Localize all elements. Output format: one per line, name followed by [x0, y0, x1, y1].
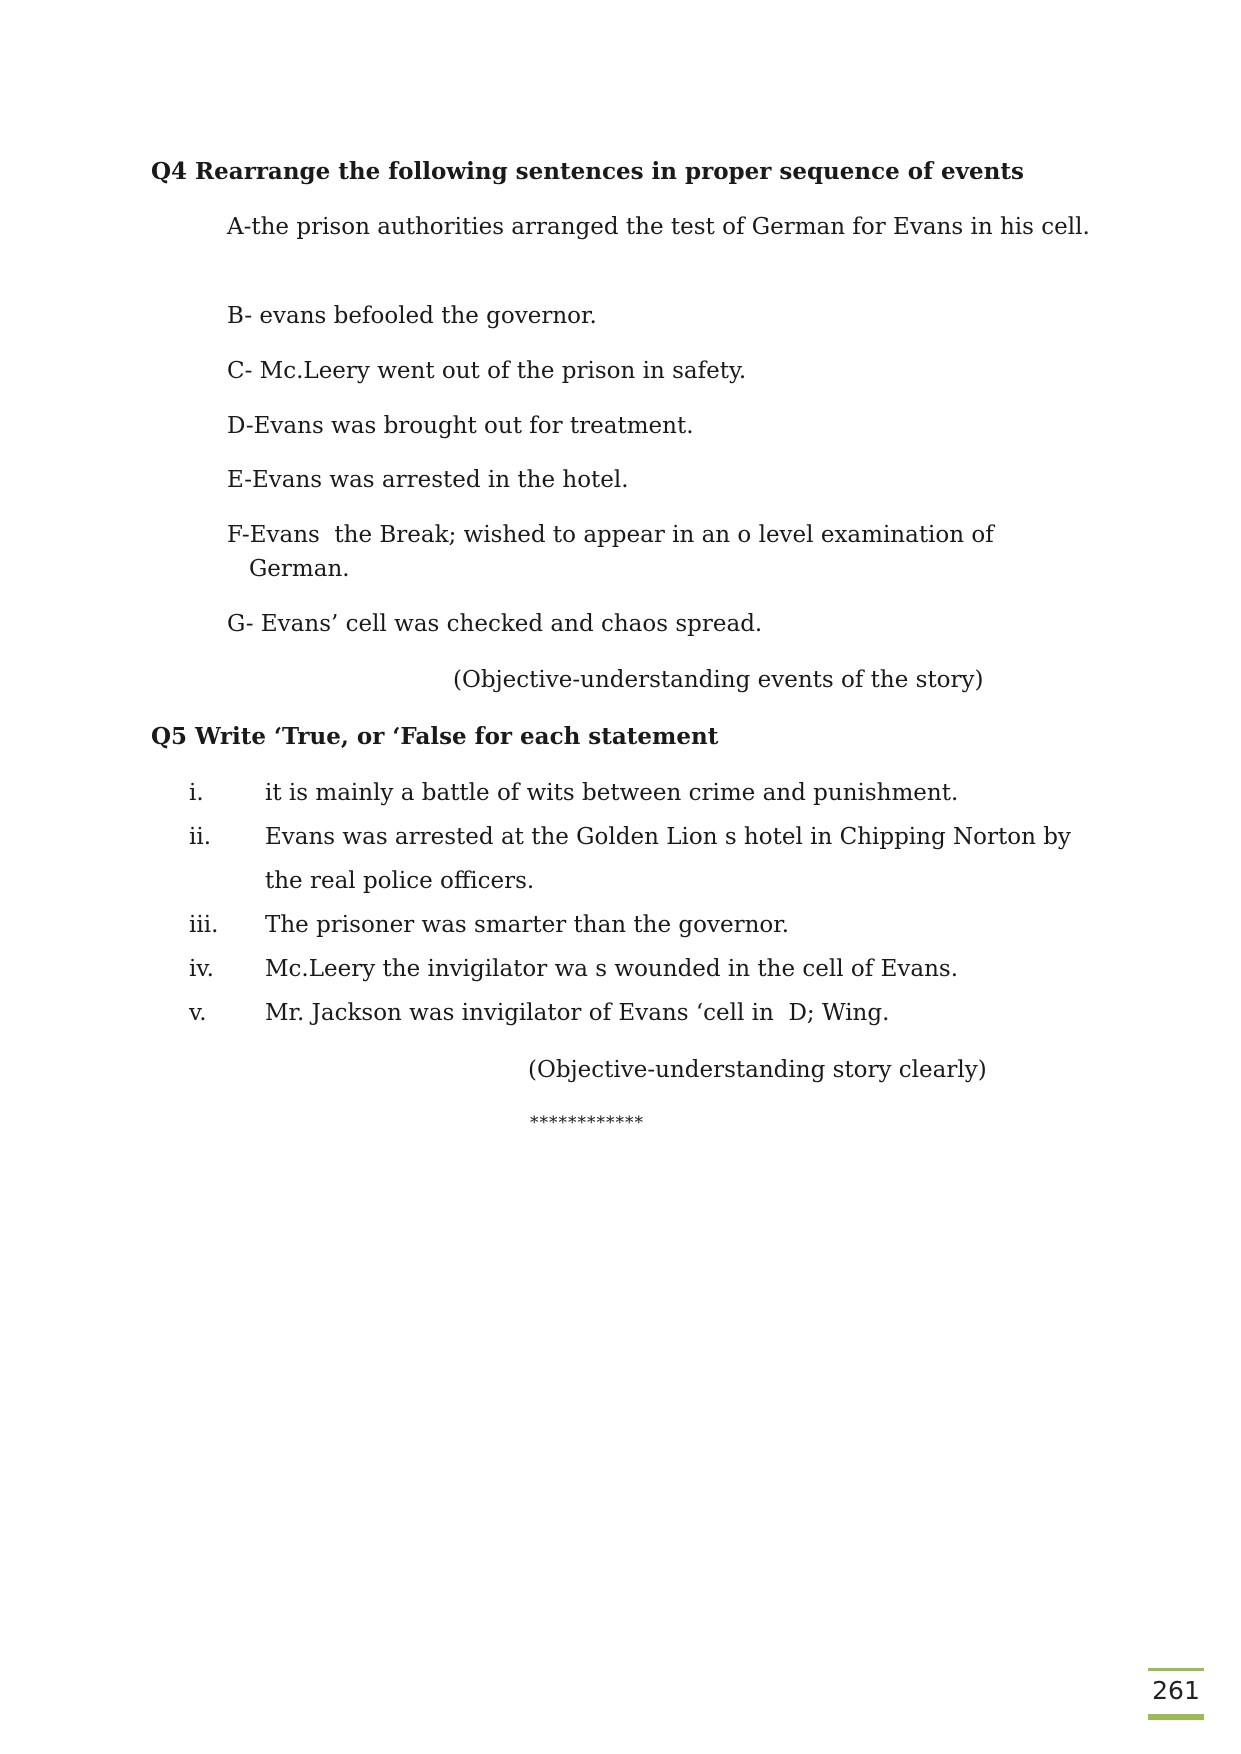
q4-item-a: A-the prison authorities arranged the test of German for Evans in his cell. [227, 214, 1090, 240]
q4-item-e: E-Evans was arrested in the hotel. [227, 467, 629, 493]
q5-statement-number: iii. [189, 912, 219, 938]
q4-item-c: C- Mc.Leery went out of the prison in safety. [227, 358, 747, 384]
q4-objective: (Objective-understanding events of the story) [453, 667, 984, 693]
q5-statement-number: v. [189, 1000, 207, 1026]
q5-statement-text: Evans was arrested at the Golden Lion s hotel in Chipping Norton by the real police officers. [265, 824, 1079, 894]
q5-statement-text: Mc.Leery the invigilator wa s wounded in the cell of Evans. [265, 956, 958, 982]
q5-statement-text: The prisoner was smarter than the governor. [265, 912, 790, 938]
page-number: 261 [1152, 1676, 1200, 1705]
q5-statement-number: i. [189, 780, 204, 806]
q4-item-d: D-Evans was brought out for treatment. [227, 413, 694, 439]
q4-title: Q4 Rearrange the following sentences in proper sequence of events [151, 158, 1024, 185]
q5-objective: (Objective-understanding story clearly) [528, 1057, 987, 1083]
q4-item-g: G- Evans’ cell was checked and chaos spread. [227, 611, 763, 637]
page-number-bottom-rule [1148, 1714, 1204, 1720]
q5-statement-text: Mr. Jackson was invigilator of Evans ‘cell in D; Wing. [265, 1000, 890, 1026]
page-number-footer [1148, 1668, 1204, 1720]
q5-statement-text: it is mainly a battle of wits between crime and punishment. [265, 780, 959, 806]
q5-statement-number: iv. [189, 956, 214, 982]
q5-statement-number: ii. [189, 824, 212, 850]
section-separator: ************ [530, 1113, 644, 1133]
q5-title: Q5 Write ‘True, or ‘False for each statement [151, 723, 719, 750]
page-number-top-rule [1148, 1668, 1204, 1671]
q4-item-f: F-Evans the Break; wished to appear in an o level examination of German. [227, 522, 994, 582]
q4-item-b: B- evans befooled the governor. [227, 303, 597, 329]
